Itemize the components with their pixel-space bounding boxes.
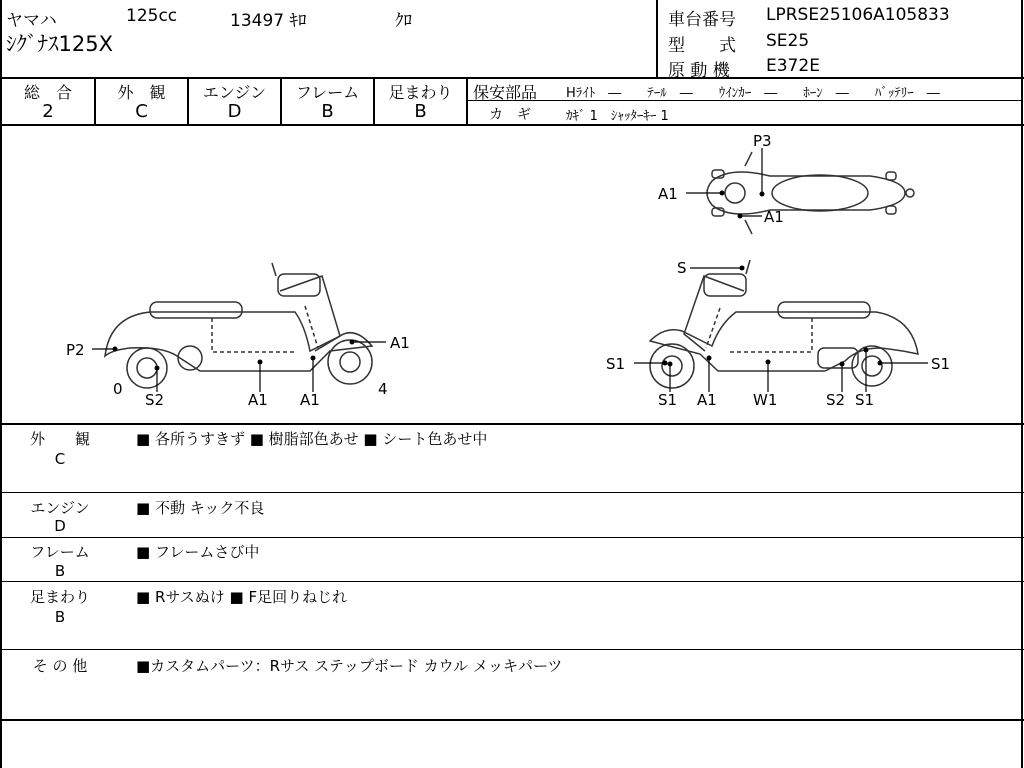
right-side-scooter xyxy=(650,260,918,388)
remark-text-exterior: ■ 各所うすきず ■ 樹脂部色あせ ■ シート色あせ中 xyxy=(136,430,488,448)
safety-items: Hﾗｲﾄ ― ﾃｰﾙ ― ｳｲﾝｶｰ ― ﾎｰﾝ ― ﾊﾞｯﾃﾘｰ ― xyxy=(566,86,940,101)
hline-538 xyxy=(0,537,1024,538)
hline-493 xyxy=(0,492,1024,493)
type-label: 型 式 xyxy=(668,36,736,56)
score-value-exterior: C xyxy=(135,101,148,122)
score-label-frame: フレーム xyxy=(295,83,360,102)
mileage: 13497 ｷﾛ xyxy=(230,11,307,31)
engine-value: E372E xyxy=(766,56,820,76)
frame-no-label: 車台番号 xyxy=(668,10,736,30)
label-left-four: 4 xyxy=(378,380,388,398)
maker: ヤマハ xyxy=(6,11,57,31)
key-label: カ ギ xyxy=(489,107,531,123)
displacement: 125cc xyxy=(126,6,178,26)
remark-label-engine: エンジン xyxy=(30,499,90,517)
header-divider xyxy=(656,0,658,78)
label-right-s1-left: S1 xyxy=(606,355,626,373)
hline-582 xyxy=(0,581,1024,582)
label-left-a1-mid: A1 xyxy=(248,391,268,409)
remark-label-exterior: 外 観 xyxy=(29,430,90,448)
condition-diagram xyxy=(0,126,1024,422)
label-right-s1-bottom1: S1 xyxy=(658,391,678,409)
remark-label-frame: フレーム xyxy=(30,543,90,561)
remark-label-suspension: 足まわり xyxy=(29,588,90,606)
score-value-total: 2 xyxy=(42,101,54,122)
hline-650 xyxy=(0,649,1024,650)
color: ｸﾛ xyxy=(395,11,412,31)
key-value: ｶｷﾞ 1 ｼｬｯﾀｰｷｰ 1 xyxy=(566,109,669,124)
model-name: ｼｸﾞﾅｽ125X xyxy=(6,32,113,56)
hline-78 xyxy=(0,77,1024,79)
score-label-total: 総 合 xyxy=(23,83,72,102)
remark-label-other: そ の 他 xyxy=(32,657,88,675)
label-right-a1: A1 xyxy=(697,391,717,409)
top-view-scooter xyxy=(707,152,914,234)
label-right-w1: W1 xyxy=(753,391,778,409)
label-right-s1-right: S1 xyxy=(931,355,951,373)
remark-grade-suspension: B xyxy=(54,608,66,626)
label-top-p3: P3 xyxy=(753,132,772,150)
score-sep-5 xyxy=(466,78,468,126)
remark-grade-engine: D xyxy=(54,517,66,535)
left-side-scooter xyxy=(105,263,372,388)
type-value: SE25 xyxy=(766,31,810,51)
frame-no-value: LPRSE25106A105833 xyxy=(766,5,950,25)
label-left-a1-front: A1 xyxy=(390,334,410,352)
score-value-frame: B xyxy=(321,101,334,122)
remark-grade-frame: B xyxy=(54,562,66,580)
label-right-s2: S2 xyxy=(826,391,846,409)
safety-label: 保安部品 xyxy=(473,83,538,102)
label-left-a1-mid2: A1 xyxy=(300,391,320,409)
score-label-engine: エンジン xyxy=(202,83,267,102)
score-label-exterior: 外 観 xyxy=(117,83,166,102)
label-left-p2: P2 xyxy=(66,341,85,359)
score-label-suspension: 足まわり xyxy=(388,83,453,102)
score-value-suspension: B xyxy=(414,101,427,122)
score-value-engine: D xyxy=(227,101,242,122)
remark-text-other: ■カスタムパーツ：Rサス ステップボード カウル メッキパーツ xyxy=(136,657,563,675)
remark-text-frame: ■ フレームさび中 xyxy=(136,543,260,561)
label-right-s1-bottom2: S1 xyxy=(855,391,875,409)
hline-720 xyxy=(0,719,1024,721)
label-left-s2: S2 xyxy=(145,391,165,409)
remark-grade-exterior: C xyxy=(54,450,66,468)
label-top-a1-left: A1 xyxy=(658,185,678,203)
remark-text-engine: ■ 不動 キック不良 xyxy=(136,499,265,517)
label-right-s: S xyxy=(677,259,687,277)
label-top-a1-right: A1 xyxy=(764,208,784,226)
remark-text-suspension: ■ Rサスぬけ ■ F足回りねじれ xyxy=(136,588,348,606)
label-left-zero: 0 xyxy=(113,380,123,398)
hline-424 xyxy=(0,423,1024,425)
engine-label: 原 動 機 xyxy=(668,61,730,81)
